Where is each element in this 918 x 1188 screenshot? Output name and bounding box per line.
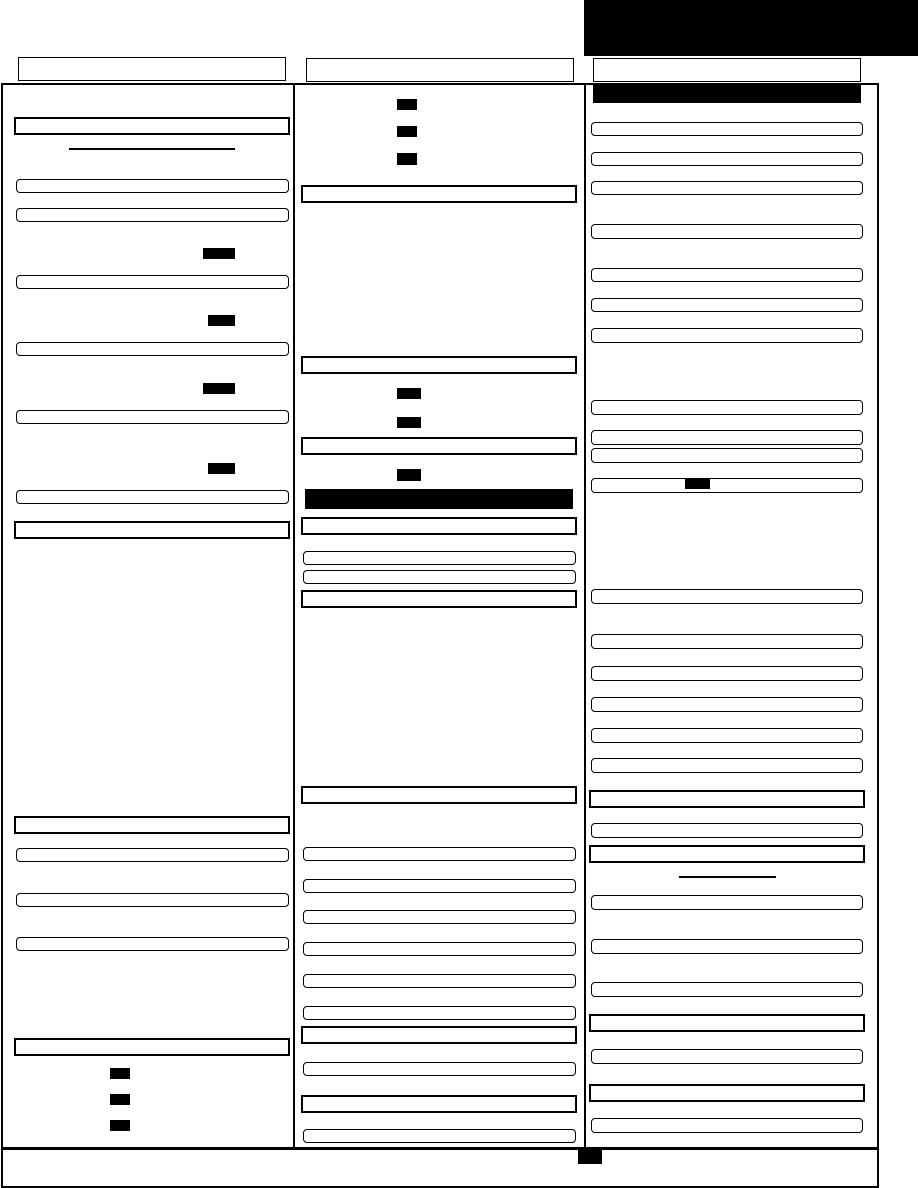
text-field[interactable] bbox=[591, 728, 863, 743]
section-header-box bbox=[301, 185, 577, 203]
section-header-box bbox=[301, 437, 577, 455]
section-header-box bbox=[589, 845, 865, 863]
text-field[interactable] bbox=[16, 275, 289, 289]
text-field[interactable] bbox=[591, 328, 863, 343]
underline-rule bbox=[679, 876, 776, 878]
checkbox[interactable] bbox=[110, 1094, 130, 1105]
checkbox[interactable] bbox=[203, 383, 235, 394]
section-title-bar bbox=[593, 84, 861, 103]
text-field[interactable] bbox=[16, 179, 289, 193]
footer-checkbox[interactable] bbox=[578, 1150, 602, 1164]
text-field[interactable] bbox=[591, 1118, 863, 1133]
section-header-box bbox=[589, 790, 865, 808]
checkbox[interactable] bbox=[397, 417, 421, 428]
text-field[interactable] bbox=[16, 937, 289, 951]
text-field[interactable] bbox=[591, 823, 863, 838]
checkbox[interactable] bbox=[685, 478, 710, 489]
column-divider-1 bbox=[293, 83, 295, 1149]
section-header-box bbox=[14, 521, 290, 539]
text-field[interactable] bbox=[591, 758, 863, 773]
checkbox[interactable] bbox=[397, 388, 421, 399]
text-field[interactable] bbox=[591, 430, 863, 445]
section-header-box bbox=[301, 1026, 577, 1044]
text-field[interactable] bbox=[303, 1062, 576, 1076]
section-header-box bbox=[14, 816, 290, 834]
text-field[interactable] bbox=[591, 634, 863, 649]
text-field[interactable] bbox=[16, 490, 289, 504]
text-field[interactable] bbox=[16, 342, 289, 356]
text-field[interactable] bbox=[16, 848, 289, 862]
column-header-1 bbox=[18, 57, 286, 81]
section-header-box bbox=[14, 117, 290, 135]
section-header-box bbox=[301, 590, 577, 608]
text-field[interactable] bbox=[303, 974, 576, 988]
text-field[interactable] bbox=[591, 268, 863, 282]
text-field[interactable] bbox=[303, 1006, 576, 1020]
checkbox[interactable] bbox=[397, 99, 417, 110]
form-title-block bbox=[584, 0, 918, 56]
text-field[interactable] bbox=[303, 570, 576, 584]
text-field[interactable] bbox=[591, 400, 863, 415]
checkbox[interactable] bbox=[397, 469, 421, 481]
column-divider-2 bbox=[584, 83, 586, 1149]
section-title-bar bbox=[305, 489, 573, 509]
text-field[interactable] bbox=[591, 895, 863, 910]
text-field[interactable] bbox=[303, 847, 576, 861]
checkbox[interactable] bbox=[397, 153, 417, 165]
text-field[interactable] bbox=[591, 152, 863, 166]
section-header-box bbox=[301, 786, 577, 804]
text-field[interactable] bbox=[16, 893, 289, 907]
text-field[interactable] bbox=[591, 589, 863, 604]
section-header-box bbox=[301, 356, 577, 374]
section-header-box bbox=[301, 1095, 577, 1113]
text-field[interactable] bbox=[591, 298, 863, 312]
checkbox[interactable] bbox=[203, 248, 235, 259]
text-field[interactable] bbox=[591, 122, 863, 136]
text-field[interactable] bbox=[16, 208, 289, 222]
section-header-box bbox=[589, 1084, 865, 1102]
text-field[interactable] bbox=[591, 181, 863, 195]
section-header-box bbox=[14, 1038, 290, 1056]
text-field[interactable] bbox=[591, 224, 863, 239]
checkbox[interactable] bbox=[110, 1120, 130, 1131]
text-field[interactable] bbox=[303, 942, 576, 956]
text-field[interactable] bbox=[303, 910, 576, 924]
text-field[interactable] bbox=[591, 448, 863, 463]
column-header-3 bbox=[593, 58, 861, 82]
text-field[interactable] bbox=[591, 982, 863, 997]
text-field[interactable] bbox=[591, 666, 863, 681]
text-field[interactable] bbox=[591, 939, 863, 954]
text-field[interactable] bbox=[303, 879, 576, 893]
text-field[interactable] bbox=[591, 697, 863, 712]
section-header-box bbox=[301, 517, 577, 535]
column-header-2 bbox=[306, 58, 574, 82]
text-field[interactable] bbox=[591, 1049, 863, 1064]
section-header-box bbox=[589, 1014, 865, 1032]
text-field[interactable] bbox=[591, 478, 863, 493]
form-footer bbox=[1, 1148, 879, 1188]
checkbox[interactable] bbox=[208, 463, 235, 474]
checkbox[interactable] bbox=[110, 1068, 130, 1079]
text-field[interactable] bbox=[303, 551, 576, 565]
underline-rule bbox=[69, 148, 235, 150]
text-field[interactable] bbox=[303, 1129, 576, 1143]
text-field[interactable] bbox=[16, 410, 289, 424]
checkbox[interactable] bbox=[397, 126, 417, 137]
checkbox[interactable] bbox=[208, 315, 235, 326]
